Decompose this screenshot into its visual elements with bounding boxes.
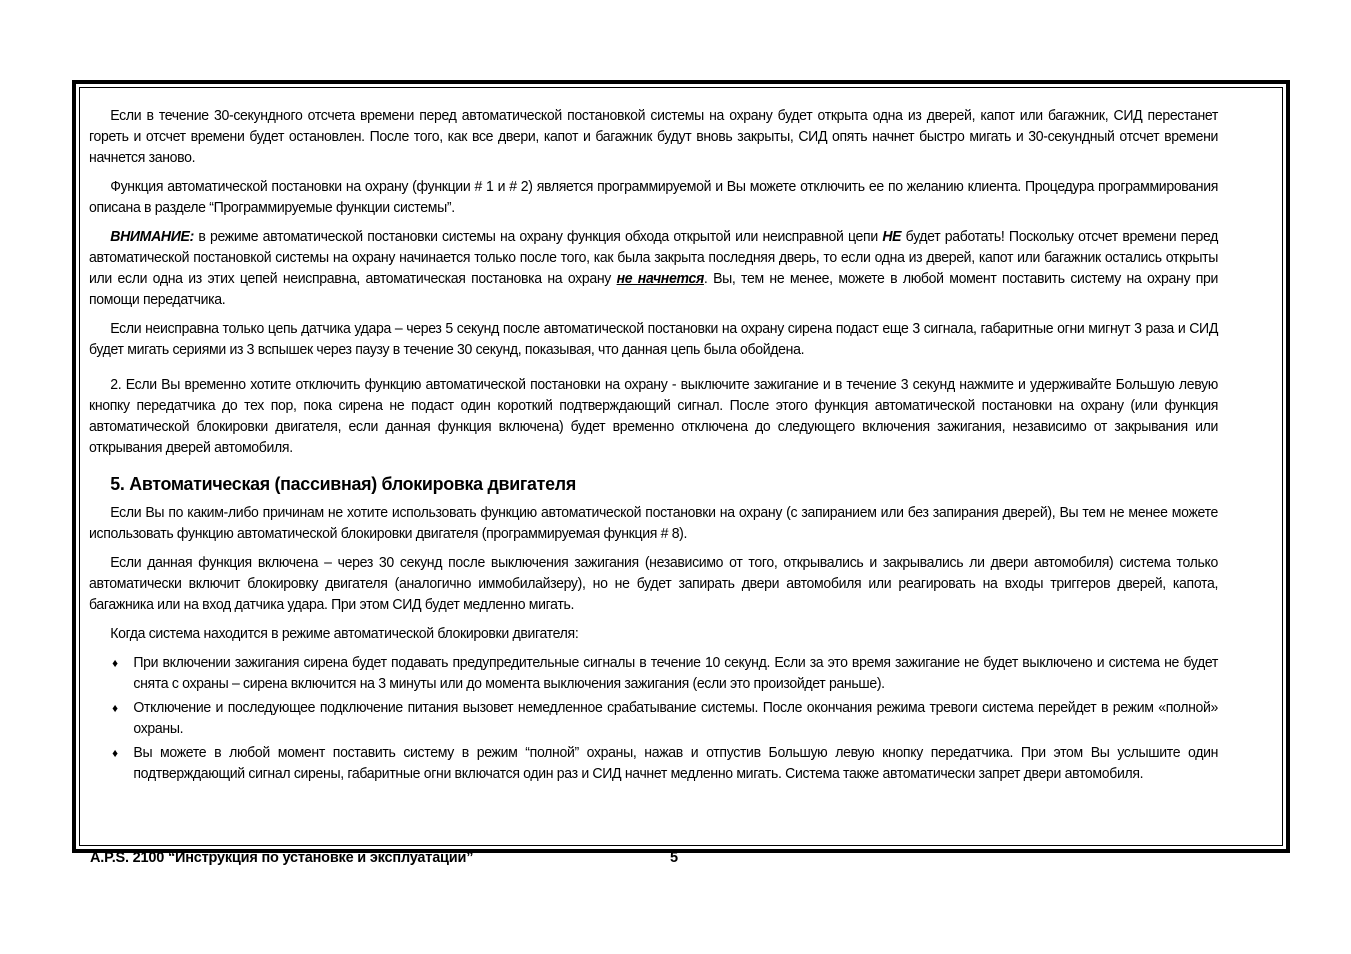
paragraph-shock-sensor: Если неисправна только цепь датчика удара – через 5 секунд после автоматической постановки на охрану сирена подаст еще 3 сигнала, габаритные огни мигнут 3 раза и СИД будет мигать сериями из 3 вспышек через паузу в течение 30 секунд, показывая, что данная цепь была обойдена. [89,321,1219,358]
list-item-text: При включении зажигания сирена будет подавать предупредительные сигналы в течение 10 секунд. Если за это время зажигание не будет выключено и система не будет снята с охраны – сирена включится на 3 минуты или до момента выключения зажигания (если это произойдет раньше). [133,655,1219,692]
warning-text-1: в режиме автоматической постановки системы на охрану функция обхода открытой или неисправной цепи [193,229,883,245]
paragraph-restart-countdown: Если в течение 30-секундного отсчета времени перед автоматической постановкой системы на охрану будет открыта одна из дверей, капот или багажник, СИД перестанет гореть и отсчет времени будет остановлен. После того, как все двери, капот и багажник будут вновь закрыты, СИД опять начнет быстро мигать и 30-секундный отсчет времени начнется заново. [89,108,1219,166]
footer-document-title: A.P.S. 2100 “Инструкция по установке и эксплуатации” [90,850,474,866]
paragraph-immobilizer-mode-list-intro: Когда система находится в режиме автоматической блокировки двигателя: [110,626,579,642]
document-body [89,106,1218,788]
immobilizer-mode-list [89,653,1218,785]
section-heading: 5. Автоматическая (пассивная) блокировка двигателя [110,473,576,494]
list-item-text: Отключение и последующее подключение питания вызовет немедленное срабатывание системы. После окончания режима тревоги система перейдет в режим «полной» охраны. [133,700,1219,737]
list-item [89,743,1218,785]
page-frame [72,80,1290,853]
page-footer [90,850,710,870]
diamond-bullet-icon: ♦ [112,701,118,715]
paragraph-engine-immobilizer-intro: Если Вы по каким-либо причинам не хотите использовать функцию автоматической постановки на охрану (с запиранием или без запирания дверей), Вы тем не менее можете использовать функцию автоматической блокировки двигателя (программируемая функция # 8). [89,505,1219,542]
paragraph-temporary-disable: 2. Если Вы временно хотите отключить функцию автоматической постановки на охрану - выключите зажигание и в течение 3 секунд нажмите и удерживайте Большую левую кнопку передатчика до тех пор, пока сирена не подаст один короткий подтверждающий сигнал. После этого функция автоматической постановки на охрану (или функция автоматической блокировки двигателя, если данная функция включена) будет временно отключена до следующего включения зажигания, независимо от закрывания или открывания дверей автомобиля. [89,377,1219,456]
warning-text-2: будет работать! Поскольку отсчет времени перед автоматической постановкой системы на охрану начинается только после того, как была закрыта последняя дверь, то если одна из дверей, капот или багажник остались открыты или если одна из этих цепей неисправна, автоматическая постановка на охрану [89,229,1219,287]
paragraph-warning [89,227,1218,311]
footer-page-number: 5 [670,850,678,866]
warning-emphasis-ne-nachnetsya: не начнется [616,271,704,287]
list-item [89,698,1218,740]
warning-emphasis-ne: НЕ [882,229,902,245]
list-item-text: Вы можете в любой момент поставить систему в режим “полной” охраны, нажав и отпустив Большую левую кнопку передатчика. При этом Вы услышите один подтверждающий сигнал сирены, габаритные огни включатся один раз и СИД начнет медленно мигать. Система также автоматически запрет двери автомобиля. [133,745,1219,782]
diamond-bullet-icon: ♦ [112,656,118,670]
paragraph-engine-immobilizer-behavior: Если данная функция включена – через 30 секунд после выключения зажигания (независимо от того, открывались и закрывались ли двери автомобиля) система только автоматически включит блокировку двигателя (аналогично иммобилайзеру), но не будет запирать двери автомобиля или реагировать на входы триггеров дверей, капота, багажника или на вход датчика удара. При этом СИД будет медленно мигать. [89,555,1219,613]
diamond-bullet-icon: ♦ [112,746,118,760]
list-item [89,653,1218,695]
warning-text-3: . Вы, тем не менее, можете в любой момент поставить систему на охрану при помощи передатчика. [89,271,1219,308]
paragraph-programmable-function: Функция автоматической постановки на охрану (функции # 1 и # 2) является программируемой и Вы можете отключить ее по желанию клиента. Процедура программирования описана в разделе “Программируемые функции системы”. [89,179,1219,216]
warning-label: ВНИМАНИЕ: [110,229,194,245]
